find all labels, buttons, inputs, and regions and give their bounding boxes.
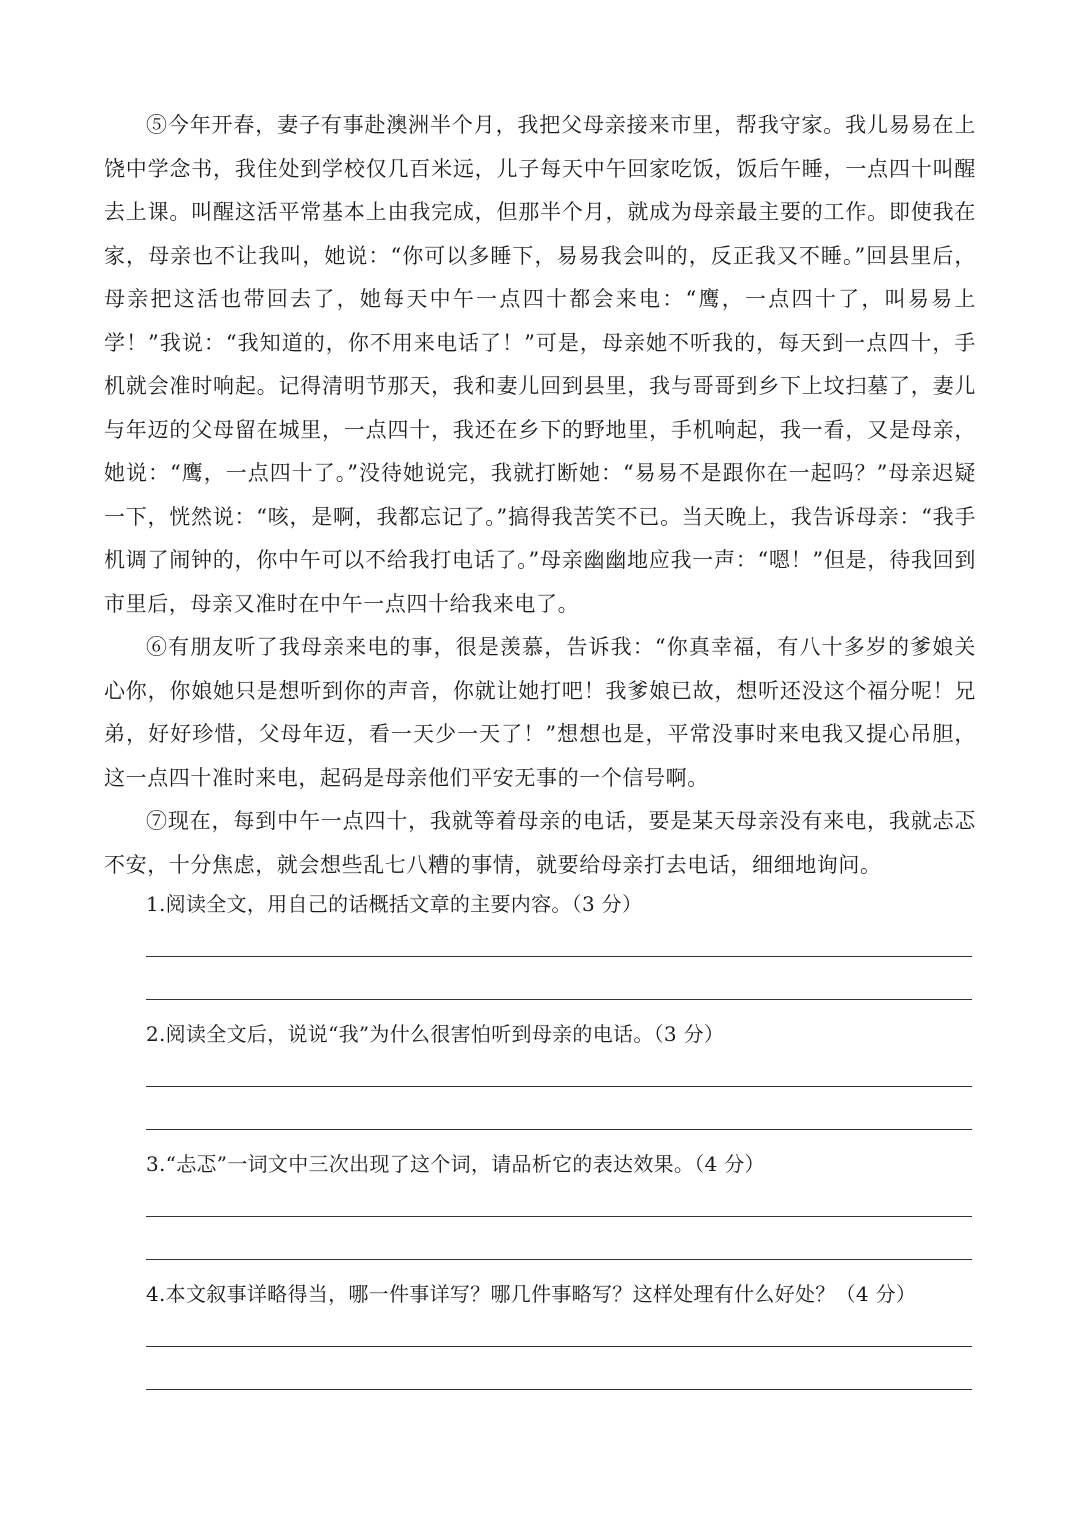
answer-line[interactable] [146,999,972,1000]
question-1 [104,884,976,1000]
question-2 [104,1014,976,1130]
question-4 [104,1274,976,1390]
question-1-label: 1.阅读全文，用自己的话概括文章的主要内容。（3 分） [146,892,643,916]
question-2-label: 2.阅读全文后，说说“我”为什么很害怕听到母亲的电话。（3 分） [146,1022,725,1046]
answer-line[interactable] [146,1346,972,1347]
answer-line[interactable] [146,1129,972,1130]
question-3 [104,1144,976,1260]
answer-line[interactable] [146,1389,972,1390]
question-3-label: 3.“忐忑”一词文中三次出现了这个词，请品析它的表达效果。（4 分） [146,1152,765,1176]
paragraph-7: ⑦现在，每到中午一点四十，我就等着母亲的电话，要是某天母亲没有来电，我就忐忑不安，十分焦虑，就会想些乱七八糟的事情，就要给母亲打去电话，细细地询问。 [104,809,976,877]
answer-line[interactable] [146,1216,972,1217]
answer-line[interactable] [146,1086,972,1087]
answer-line[interactable] [146,1259,972,1260]
article-body [104,104,976,887]
question-4-label: 4.本文叙事详略得当，哪一件事详写？哪几件事略写？这样处理有什么好处？（4 分） [146,1282,917,1306]
answer-line[interactable] [146,956,972,957]
paragraph-6: ⑥有朋友听了我母亲来电的事，很是羡慕，告诉我：“你真幸福，有八十多岁的爹娘关心你，你娘她只是想听到你的声音，你就让她打吧！我爹娘已故，想听还没这个福分呢！兄弟，好好珍惜，父母年迈，看一天少一天了！”想想也是，平常没事时来电我又提心吊胆，这一点四十准时来电，起码是母亲他们平安无事的一个信号啊。 [104,635,976,790]
paragraph-5: ⑤今年开春，妻子有事赴澳洲半个月，我把父母亲接来市里，帮我守家。我儿易易在上饶中学念书，我住处到学校仅几百米远，儿子每天中午回家吃饭，饭后午睡，一点四十叫醒去上课。叫醒这活平常基本上由我完成，但那半个月，就成为母亲最主要的工作。即使我在家，母亲也不让我叫，她说：“你可以多睡下，易易我会叫的，反正我又不睡。”回县里后，母亲把这活也带回去了，她每天中午一点四十都会来电：“鹰，一点四十了，叫易易上学！”我说：“我知道的，你不用来电话了！”可是，母亲她不听我的，每天到一点四十，手机就会准时响起。记得清明节那天，我和妻儿回到县里，我与哥哥到乡下上坟扫墓了，妻儿与年迈的父母留在城里，一点四十，我还在乡下的野地里，手机响起，我一看，又是母亲，她说：“鹰，一点四十了。”没待她说完，我就打断她：“易易不是跟你在一起吗？”母亲迟疑一下，恍然说：“咳，是啊，我都忘记了。”搞得我苦笑不已。当天晚上，我告诉母亲：“我手机调了闹钟的，你中午可以不给我打电话了。”母亲幽幽地应我一声：“嗯！”但是，待我回到市里后，母亲又准时在中午一点四十给我来电了。 [104,113,976,616]
